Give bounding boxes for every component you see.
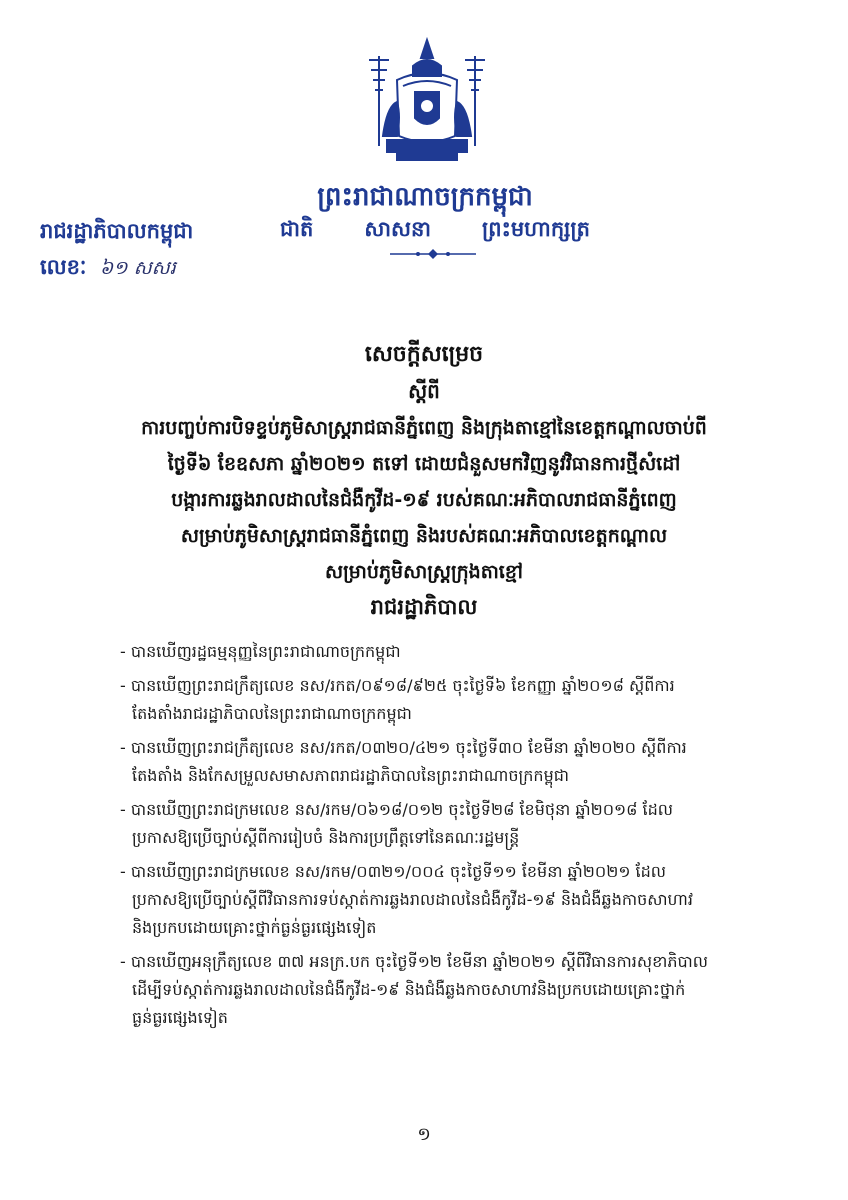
section-heading: រាជរដ្ឋាភិបាល [370,595,478,619]
list-item [120,734,780,790]
kingdom-title: ព្រះរាជាណាចក្រកម្ពុជា [317,182,533,212]
subject-line: បង្ការការឆ្លងរាលដាលនៃជំងឺកូវីដ-១៩ របស់គណៈអភិបាលរាជធានីភ្នំពេញ [171,489,677,511]
list-item [120,672,780,728]
list-item [120,858,780,942]
number-value: ៦១ សសរ [99,257,176,279]
list-item-line: - បានឃើញព្រះរាជក្រឹត្យលេខ នស/រកត/០៩១៨/៩២៥ ចុះថ្ងៃទី៦ ខែកញ្ញា ឆ្នាំ២០១៨ ស្តីពីការ [120,672,780,700]
legal-basis-list [120,638,780,1038]
subject-line: ថ្ងៃទី៦ ខែឧសភា ឆ្នាំ២០២១ តទៅ ដោយជំនួសមកវិញនូវវិធានការថ្មីសំដៅ [167,453,681,475]
list-item-line: ប្រកាសឱ្យប្រើច្បាប់ស្តីពីការរៀបចំ និងការប្រព្រឹត្តទៅនៃគណៈរដ្ឋមន្ត្រី [132,828,520,847]
list-item-line: - បានឃើញព្រះរាជក្រមលេខ នស/រកម/០៦១៨/០១២ ចុះថ្ងៃទី២៨ ខែមិថុនា ឆ្នាំ២០១៨ ដែល [120,796,780,824]
document-subject [50,410,798,590]
royal-coat-of-arms-icon [357,36,497,166]
motto-king: ព្រះមហាក្សត្រ [482,217,590,241]
list-item-line: - បានឃើញអនុក្រឹត្យលេខ ៣៧ អនក្រ.បក ចុះថ្ងៃទី១២ ខែមីនា ឆ្នាំ២០២១ ស្តីពីវិធានការសុខាភិបាល [120,948,780,976]
government-name: រាជរដ្ឋាភិបាលកម្ពុជា [40,219,194,243]
motto-religion: សាសនា [364,217,431,241]
list-item-line: ដើម្បីទប់ស្កាត់ការឆ្លងរាលដាលនៃជំងឺកូវីដ-១៩ និងជំងឺឆ្លងកាចសាហាវនិងប្រកបដោយគ្រោះថ្នាក់ [132,980,686,999]
page-number: ១ [417,1124,431,1145]
list-item-line: - បានឃើញព្រះរាជក្រមលេខ នស/រកម/០៣២១/០០៤ ចុះថ្ងៃទី១១ ខែមីនា ឆ្នាំ២០២១ ដែល [120,858,780,886]
national-motto [280,216,590,247]
document-number [40,254,176,285]
subject-line: សម្រាប់ភូមិសាស្ត្ររាជធានីភ្នំពេញ និងរបស់គណៈអភិបាលខេត្តកណ្តាល [180,525,668,547]
list-item-line: ប្រកាសឱ្យប្រើច្បាប់ស្តីពីវិធានការទប់ស្កាត់ការឆ្លងរាលដាលនៃជំងឺកូវីដ-១៩ និងជំងឺឆ្លងកាចសាហាវ [132,890,693,909]
list-item [120,638,780,666]
subject-line: សម្រាប់ភូមិសាស្ត្រក្រុងតាខ្មៅ [325,561,523,583]
divider-ornament-icon [388,248,478,260]
list-item-line: និងប្រកបដោយគ្រោះថ្នាក់ធ្ងន់ធ្ងរផ្សេងទៀត [132,918,377,937]
list-item-line: - បានឃើញរដ្ឋធម្មនុញ្ញនៃព្រះរាជាណាចក្រកម្ពុជា [120,638,780,666]
list-item-line: ធ្ងន់ធ្ងរផ្សេងទៀត [132,1008,228,1027]
regarding-label: ស្តីពី [408,379,440,403]
list-item [120,948,780,1032]
document-title: សេចក្តីសម្រេច [364,342,484,367]
list-item-line: តែងតាំងរាជរដ្ឋាភិបាលនៃព្រះរាជាណាចក្រកម្ពុជា [132,704,412,723]
subject-line: ការបញ្ចប់ការបិទខ្ទប់ភូមិសាស្ត្ររាជធានីភ្នំពេញ និងក្រុងតាខ្មៅនៃខេត្តកណ្តាលចាប់ពី [141,417,707,439]
motto-nation: ជាតិ [280,217,314,241]
list-item-line: តែងតាំង និងកែសម្រួលសមាសភាពរាជរដ្ឋាភិបាលនៃព្រះរាជាណាចក្រកម្ពុជា [132,766,569,785]
number-label: លេខៈ [40,255,87,279]
list-item-line: - បានឃើញព្រះរាជក្រឹត្យលេខ នស/រកត/០៣២០/៤២១ ចុះថ្ងៃទី៣០ ខែមីនា ឆ្នាំ២០២០ ស្តីពីការ [120,734,780,762]
list-item [120,796,780,852]
